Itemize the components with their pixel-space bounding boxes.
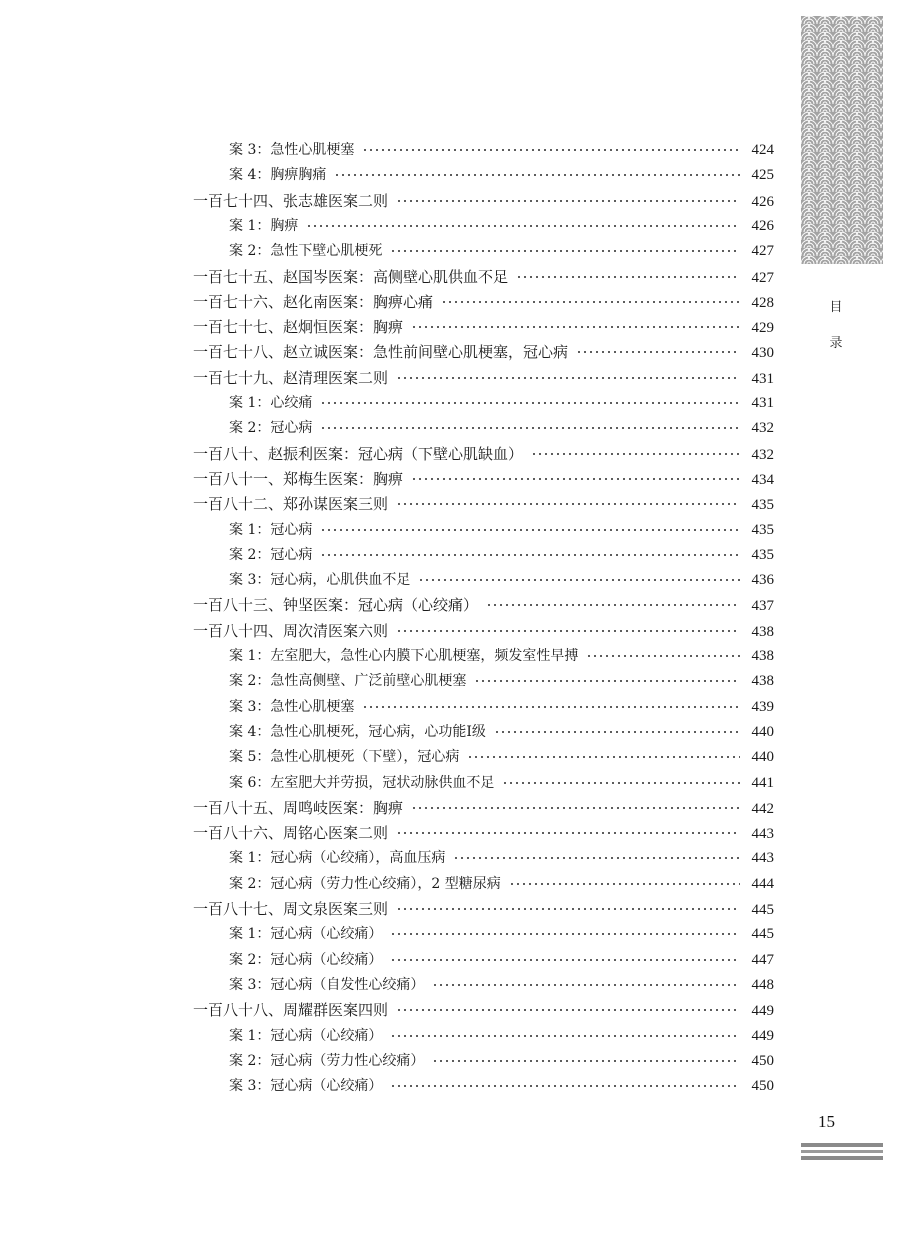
dot-leader (390, 955, 740, 965)
entry-title: 一百八十七、周文泉医案三则 (193, 900, 389, 918)
dot-leader (396, 904, 740, 914)
dot-leader (334, 170, 740, 180)
dot-leader (576, 347, 740, 357)
toc-chapter-entry[interactable] (193, 190, 774, 212)
entry-title: 一百七十六、赵化南医案：胸痹心痛 (193, 292, 434, 311)
toc-chapter-entry[interactable] (193, 594, 774, 616)
entry-page-number: 430 (751, 345, 774, 362)
entry-title: 一百八十六、周铭心医案二则 (193, 824, 389, 843)
entry-title: 案 2：冠心病 (229, 420, 313, 437)
dot-leader (396, 499, 740, 509)
entry-title: 案 3：冠心病（心绞痛） (229, 1078, 383, 1095)
entry-page-number: 425 (751, 167, 774, 184)
dot-leader (486, 600, 740, 610)
dot-leader (432, 980, 740, 990)
toc-case-entry[interactable] (229, 164, 774, 186)
toc-case-entry[interactable] (229, 417, 774, 439)
entry-page-number: 449 (751, 1027, 774, 1044)
toc-chapter-entry[interactable] (193, 620, 774, 642)
entry-title: 案 1：冠心病（心绞痛） (229, 926, 383, 943)
entry-page-number: 435 (751, 521, 774, 538)
dot-leader (390, 246, 740, 256)
toc-case-entry[interactable] (229, 392, 774, 414)
toc-case-entry[interactable] (229, 949, 774, 971)
entry-title: 一百七十八、赵立诚医案：急性前间壁心肌梗塞，冠心病 (193, 343, 569, 362)
toc-case-entry[interactable] (229, 746, 774, 768)
toc-chapter-entry[interactable] (193, 999, 774, 1021)
entry-page-number: 443 (751, 850, 774, 867)
entry-title: 一百八十四、周次清医案六则 (193, 621, 389, 640)
toc-case-entry[interactable] (229, 569, 774, 591)
entry-title: 案 5：急性心肌梗死（下壁），冠心病 (229, 749, 460, 766)
entry-page-number: 441 (751, 774, 774, 791)
entry-title: 案 2：急性下壁心肌梗死 (229, 243, 383, 260)
entry-page-number: 435 (751, 497, 774, 514)
entry-page-number: 444 (751, 875, 774, 892)
entry-page-number: 431 (751, 395, 774, 411)
toc-case-entry[interactable] (229, 1025, 774, 1047)
entry-title: 案 2：冠心病（劳力性心绞痛） (229, 1052, 425, 1069)
entry-page-number: 438 (751, 673, 774, 690)
toc-chapter-entry[interactable] (193, 898, 774, 920)
dot-leader (362, 702, 740, 712)
section-label-contents (824, 290, 848, 362)
wave-pattern-decoration (801, 16, 883, 264)
entry-title: 一百八十三、钟坚医案：冠心病（心绞痛） (193, 596, 479, 615)
toc-case-entry[interactable] (229, 544, 774, 566)
entry-page-number: 427 (751, 269, 774, 286)
dot-leader (516, 272, 740, 282)
dot-leader (390, 1081, 740, 1091)
entry-title: 案 1：胸痹 (229, 217, 299, 234)
dot-leader (441, 297, 740, 307)
toc-case-entry[interactable] (229, 139, 774, 161)
entry-page-number: 432 (751, 420, 774, 437)
dot-leader (390, 1031, 740, 1041)
dot-leader (320, 398, 740, 408)
entry-title: 一百八十二、郑孙谋医案三则 (193, 495, 389, 514)
dot-leader (418, 575, 740, 585)
footer-rule (801, 1143, 883, 1147)
toc-chapter-entry[interactable] (193, 291, 774, 313)
toc-chapter-entry[interactable] (193, 367, 774, 389)
entry-page-number: 449 (751, 1003, 774, 1020)
entry-title: 案 2：急性高侧壁、广泛前壁心肌梗塞 (229, 673, 467, 690)
entry-title: 案 4：急性心肌梗死，冠心病，心功能Ⅰ级 (229, 723, 486, 740)
entry-title: 案 4：胸痹胸痛 (229, 167, 327, 184)
toc-chapter-entry[interactable] (193, 316, 774, 338)
toc-case-entry[interactable] (229, 721, 774, 743)
entry-title: 一百七十四、张志雄医案二则 (193, 191, 389, 210)
entry-title: 案 3：冠心病（自发性心绞痛） (229, 976, 425, 993)
dot-leader (306, 221, 740, 231)
dot-leader (586, 651, 740, 661)
entry-page-number: 440 (751, 749, 774, 766)
dot-leader (362, 145, 740, 155)
entry-title: 一百八十八、周耀群医案四则 (193, 1001, 389, 1020)
entry-page-number: 450 (751, 1052, 774, 1069)
entry-page-number: 447 (751, 951, 774, 968)
footer-rule (801, 1156, 883, 1160)
toc-case-entry[interactable] (229, 772, 774, 794)
entry-title: 一百八十一、郑梅生医案：胸痹 (193, 469, 404, 488)
toc-case-entry[interactable] (229, 519, 774, 541)
entry-title: 案 1：冠心病（心绞痛） (229, 1027, 383, 1044)
toc-chapter-entry[interactable] (193, 266, 774, 288)
entry-title: 案 1：心绞痛 (229, 395, 313, 411)
toc-case-entry[interactable] (229, 974, 774, 996)
dot-leader (320, 423, 740, 433)
entry-page-number: 437 (751, 598, 774, 615)
toc-chapter-entry[interactable] (193, 493, 774, 515)
entry-page-number: 443 (751, 826, 774, 843)
dot-leader (453, 853, 740, 863)
footer-rule (801, 1150, 883, 1153)
entry-title: 案 2：冠心病 (229, 546, 313, 563)
toc-case-entry[interactable] (229, 696, 774, 718)
dot-leader (531, 449, 740, 459)
dot-leader (396, 1005, 740, 1015)
toc-case-entry[interactable] (229, 1075, 774, 1097)
entry-title: 一百八十五、周鸣岐医案：胸痹 (193, 798, 404, 817)
dot-leader (396, 626, 740, 636)
entry-title: 案 1：冠心病 (229, 521, 313, 538)
entry-title: 一百八十、赵振利医案：冠心病（下壁心肌缺血） (193, 444, 524, 463)
entry-page-number: 438 (751, 648, 774, 664)
entry-page-number: 436 (751, 572, 774, 589)
entry-page-number: 435 (751, 546, 774, 563)
entry-title: 案 3：冠心病，心肌供血不足 (229, 572, 411, 589)
toc-chapter-entry[interactable] (193, 797, 774, 819)
dot-leader (494, 727, 740, 737)
entry-title: 一百七十五、赵国岑医案：高侧壁心肌供血不足 (193, 267, 509, 286)
dot-leader (320, 525, 740, 535)
toc-case-entry[interactable] (229, 923, 774, 945)
section-label-char: 录 (829, 336, 843, 351)
entry-page-number: 431 (751, 370, 774, 387)
dot-leader (320, 550, 740, 560)
entry-page-number: 428 (751, 294, 774, 311)
entry-page-number: 424 (751, 142, 774, 158)
entry-page-number: 426 (751, 193, 774, 210)
entry-page-number: 434 (751, 471, 774, 488)
entry-page-number: 432 (751, 446, 774, 463)
toc-case-entry[interactable] (229, 1050, 774, 1072)
entry-page-number: 445 (751, 902, 774, 918)
entry-title: 一百七十九、赵清理医案二则 (193, 368, 389, 387)
toc-chapter-entry[interactable] (193, 468, 774, 490)
toc-chapter-entry[interactable] (193, 443, 774, 465)
entry-page-number: 450 (751, 1078, 774, 1095)
entry-page-number: 427 (751, 243, 774, 260)
dot-leader (467, 752, 740, 762)
dot-leader (411, 322, 740, 332)
toc-case-entry[interactable] (229, 645, 774, 667)
toc-case-entry[interactable] (229, 215, 774, 237)
dot-leader (432, 1056, 740, 1066)
entry-page-number: 429 (751, 320, 774, 337)
entry-page-number: 439 (751, 698, 774, 715)
toc-chapter-entry[interactable] (193, 341, 774, 363)
dot-leader (396, 196, 740, 206)
dot-leader (411, 803, 740, 813)
dot-leader (396, 828, 740, 838)
entry-page-number: 445 (751, 926, 774, 943)
entry-title: 案 2：冠心病（心绞痛） (229, 951, 383, 968)
section-label-char: 目 (829, 300, 843, 315)
entry-title: 案 3：急性心肌梗塞 (229, 698, 355, 715)
entry-title: 案 3：急性心肌梗塞 (229, 142, 355, 158)
dot-leader (396, 373, 740, 383)
dot-leader (390, 929, 740, 939)
entry-title: 案 6：左室肥大并劳损，冠状动脉供血不足 (229, 774, 495, 791)
dot-leader (411, 474, 740, 484)
entry-page-number: 440 (751, 723, 774, 740)
toc-case-entry[interactable] (229, 240, 774, 262)
toc-case-entry[interactable] (229, 873, 774, 895)
toc-case-entry[interactable] (229, 847, 774, 869)
entry-title: 案 1：左室肥大，急性心内膜下心肌梗塞，频发室性早搏 (229, 648, 579, 664)
entry-title: 案 1：冠心病（心绞痛），高血压病 (229, 850, 446, 867)
toc-case-entry[interactable] (229, 670, 774, 692)
dot-leader (509, 879, 740, 889)
entry-page-number: 448 (751, 976, 774, 993)
dot-leader (474, 676, 740, 686)
entry-page-number: 438 (751, 623, 774, 640)
page-number: 15 (818, 1112, 835, 1131)
entry-page-number: 442 (751, 800, 774, 817)
entry-title: 一百七十七、赵炯恒医案：胸痹 (193, 318, 404, 337)
toc-chapter-entry[interactable] (193, 822, 774, 844)
dot-leader (502, 778, 740, 788)
entry-title: 案 2：冠心病（劳力性心绞痛），2 型糖尿病 (229, 875, 501, 892)
entry-page-number: 426 (751, 217, 774, 234)
